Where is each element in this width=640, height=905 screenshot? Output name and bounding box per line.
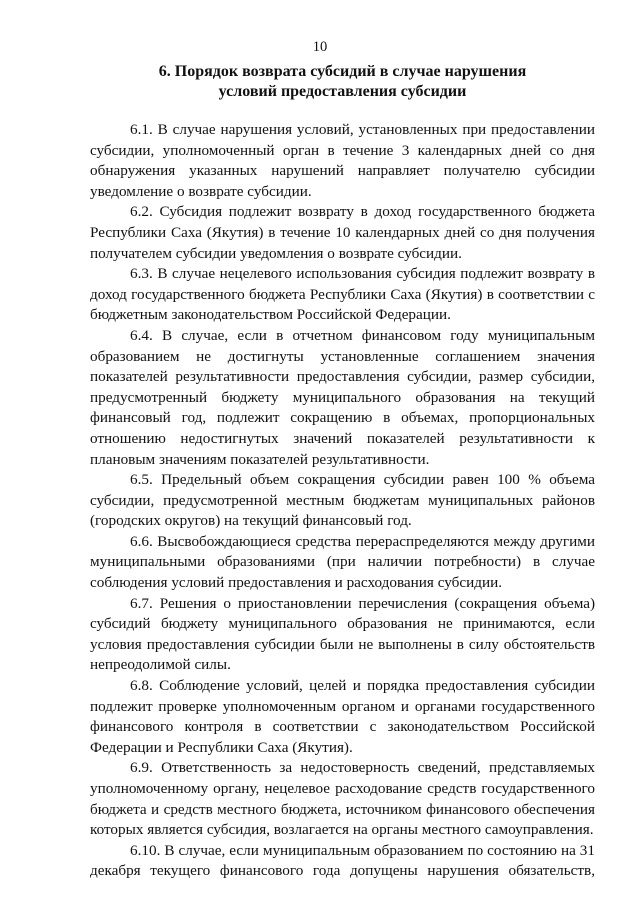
paragraph-6-10: 6.10. В случае, если муниципальным образованием по состоянию на 31 декабря текущего финансового года допущены нарушения обязательств, xyxy=(90,841,595,880)
page-number: 10 xyxy=(312,39,328,55)
paragraph-6-8: 6.8. Соблюдение условий, целей и порядка предоставления субсидии подлежит проверке уполномоченным органом и органами государственного финансового контроля в соответствии с законодательством Российской Федерации и Республики Саха (Якутия). xyxy=(90,677,595,756)
paragraph-6-7: 6.7. Решения о приостановлении перечисления (сокращения объема) субсидий бюджету муниципального образования не принимаются, если условия предоставления субсидии были не выполнены в силу обстоятельств непреодолимой силы. xyxy=(90,594,595,674)
paragraph-6-5: 6.5. Предельный объем сокращения субсидии равен 100 % объема субсидии, предусмотренной местным бюджетам муниципальных районов (городских округов) на текущий финансовый год. xyxy=(90,471,595,530)
paragraph-6-3: 6.3. В случае нецелевого использования субсидия подлежит возврату в доход государственного бюджета Республики Саха (Якутия) в соответствии с бюджетным законодательством Российской Федерации. xyxy=(90,265,595,324)
section-heading xyxy=(90,62,595,102)
paragraph-6-6: 6.6. Высвобождающиеся средства перераспределяются между другими муниципальными образованиями (при наличии потребности) в случае соблюдения условий предоставления и расходования субсидии. xyxy=(90,532,595,592)
section-heading-line-1: 6. Порядок возврата субсидий в случае нарушения xyxy=(158,63,527,80)
section-heading-line-2: условий предоставления субсидии xyxy=(218,83,467,100)
paragraph-6-9: 6.9. Ответственность за недостоверность сведений, представляемых уполномоченному органу, нецелевое расходование средств государственного бюджета и средств местного бюджета, источником финансового обеспечения которых является субсидия, возлагается на органы местного самоуправления. xyxy=(90,759,595,839)
paragraph-6-1: 6.1. В случае нарушения условий, установленных при предоставлении субсидии, уполномоченный орган в течение 3 календарных дней со дня обнаружения указанных нарушений направляет получателю субсидии уведомление о возврате субсидии. xyxy=(90,121,595,200)
section-body xyxy=(90,120,595,882)
paragraph-6-4: 6.4. В случае, если в отчетном финансовом году муниципальным образованием не достигнуты установленные соглашением значения показателей результативности предоставления субсидии, размер субсидии, предусмотренный бюджету муниципального образования на текущий финансовый год, подлежит сокращению в объемах, пропорциональных отношению недостигнутых значений показателей результативности к плановым значениям показателей результативности. xyxy=(90,326,595,468)
paragraph-6-2: 6.2. Субсидия подлежит возврату в доход государственного бюджета Республики Саха (Якутия) в течение 10 календарных дней со дня получения получателем субсидии уведомления о возврате субсидии. xyxy=(90,203,595,262)
